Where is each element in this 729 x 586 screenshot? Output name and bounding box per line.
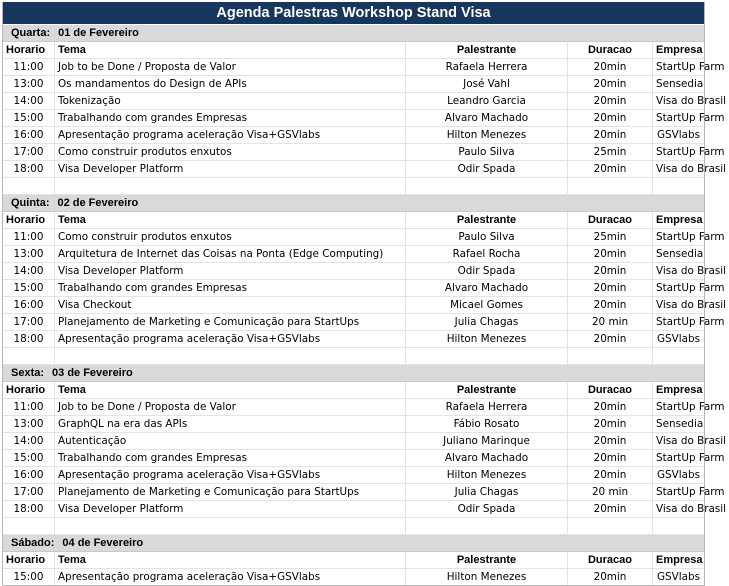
cell-duracao: 20min (568, 467, 653, 483)
column-header-row (3, 382, 704, 399)
cell-tema: Visa Developer Platform (55, 263, 406, 279)
cell-horario: 13:00 (3, 416, 55, 432)
cell-empresa: GSVlabs (656, 129, 701, 141)
table-row (3, 229, 725, 246)
cell-palestrante: Paulo Silva (406, 229, 568, 245)
spacer-row (3, 178, 704, 195)
cell-duracao: 20min (568, 399, 653, 415)
cell-duracao: 25min (568, 229, 653, 245)
column-header-palestrante: Palestrante (406, 382, 568, 398)
table-row (3, 314, 725, 331)
spacer-cell (55, 348, 406, 364)
day-name: Sábado: (11, 537, 55, 549)
spacer-cell (568, 178, 653, 194)
spacer-row (3, 348, 704, 365)
cell-palestrante: Hilton Menezes (406, 467, 568, 483)
column-header-row (3, 552, 704, 569)
column-header-duracao: Duracao (568, 552, 653, 568)
column-header-horario: Horario (3, 42, 55, 58)
cell-tema: Job to be Done / Proposta de Valor (55, 399, 406, 415)
cell-horario: 11:00 (3, 59, 55, 75)
column-header-tema: Tema (55, 382, 406, 398)
table-row (3, 127, 704, 144)
day-date: 04 de Fevereiro (62, 537, 144, 549)
spacer-cell (568, 348, 653, 364)
table-row (3, 246, 704, 263)
cell-palestrante: Juliano Marinque (406, 433, 568, 449)
cell-tema: Tokenização (55, 93, 406, 109)
table-row (3, 399, 725, 416)
cell-tema: Visa Checkout (55, 297, 406, 313)
cell-tema: Os mandamentos do Design de APIs (55, 76, 406, 92)
cell-horario: 14:00 (3, 93, 55, 109)
cell-duracao: 20min (568, 93, 653, 109)
cell-palestrante: Odir Spada (406, 263, 568, 279)
cell-tema: Apresentação programa aceleração Visa+GSVlabs (55, 331, 406, 347)
column-header-empresa: Empresa (656, 384, 703, 396)
cell-palestrante: Paulo Silva (406, 144, 568, 160)
cell-empresa: Sensedia (656, 78, 704, 90)
cell-tema: Apresentação programa aceleração Visa+GSVlabs (55, 467, 406, 483)
cell-horario: 14:00 (3, 263, 55, 279)
spacer-cell (3, 348, 55, 364)
cell-palestrante: Odir Spada (406, 501, 568, 517)
cell-tema: Trabalhando com grandes Empresas (55, 450, 406, 466)
column-header-tema: Tema (55, 42, 406, 58)
cell-tema: Trabalhando com grandes Empresas (55, 280, 406, 296)
cell-duracao: 20min (568, 416, 653, 432)
cell-duracao: 20min (568, 246, 653, 262)
cell-palestrante: Hilton Menezes (406, 569, 568, 585)
cell-palestrante: Julia Chagas (406, 484, 568, 500)
spacer-cell (55, 518, 406, 534)
cell-duracao: 20min (568, 297, 653, 313)
cell-duracao: 20min (568, 501, 653, 517)
cell-empresa: StartUp Farm (656, 282, 725, 294)
table-row (3, 331, 704, 348)
cell-horario: 13:00 (3, 246, 55, 262)
cell-horario: 18:00 (3, 331, 55, 347)
cell-tema: Planejamento de Marketing e Comunicação para StartUps (55, 314, 406, 330)
spacer-row (3, 518, 704, 535)
cell-horario: 16:00 (3, 467, 55, 483)
table-row (3, 144, 725, 161)
cell-tema: Como construir produtos enxutos (55, 229, 406, 245)
cell-duracao: 20min (568, 450, 653, 466)
column-header-tema: Tema (55, 212, 406, 228)
spacer-cell (406, 518, 568, 534)
cell-horario: 17:00 (3, 314, 55, 330)
cell-palestrante: José Vahl (406, 76, 568, 92)
cell-palestrante: Odir Spada (406, 161, 568, 177)
cell-palestrante: Julia Chagas (406, 314, 568, 330)
cell-duracao: 20min (568, 433, 653, 449)
spacer-cell (653, 348, 704, 364)
cell-palestrante: Micael Gomes (406, 297, 568, 313)
cell-empresa: StartUp Farm (656, 112, 725, 124)
cell-horario: 11:00 (3, 399, 55, 415)
table-row (3, 161, 727, 178)
cell-duracao: 20min (568, 161, 653, 177)
spacer-cell (406, 348, 568, 364)
cell-empresa: Visa do Brasil (656, 435, 727, 447)
cell-duracao: 20min (568, 569, 653, 585)
cell-palestrante: Alvaro Machado (406, 450, 568, 466)
column-header-empresa: Empresa (656, 214, 703, 226)
agenda-sheet (2, 2, 727, 586)
day-header (3, 365, 704, 382)
cell-horario: 17:00 (3, 484, 55, 500)
day-name: Quinta: (11, 197, 50, 209)
cell-empresa: Visa do Brasil (656, 503, 727, 515)
column-header-horario: Horario (3, 382, 55, 398)
column-header-tema: Tema (55, 552, 406, 568)
cell-palestrante: Rafaela Herrera (406, 59, 568, 75)
cell-horario: 15:00 (3, 569, 55, 585)
table-row (3, 93, 727, 110)
column-header-empresa: Empresa (656, 44, 703, 56)
spacer-cell (55, 178, 406, 194)
cell-empresa: Sensedia (656, 248, 704, 260)
cell-palestrante: Fábio Rosato (406, 416, 568, 432)
cell-duracao: 20min (568, 331, 653, 347)
cell-tema: Visa Developer Platform (55, 501, 406, 517)
cell-palestrante: Alvaro Machado (406, 110, 568, 126)
cell-horario: 15:00 (3, 450, 55, 466)
cell-horario: 16:00 (3, 127, 55, 143)
column-header-duracao: Duracao (568, 212, 653, 228)
day-date: 02 de Fevereiro (57, 197, 139, 209)
cell-horario: 15:00 (3, 280, 55, 296)
cell-duracao: 20min (568, 59, 653, 75)
cell-palestrante: Leandro Garcia (406, 93, 568, 109)
cell-duracao: 20 min (568, 484, 653, 500)
cell-horario: 15:00 (3, 110, 55, 126)
cell-horario: 17:00 (3, 144, 55, 160)
cell-tema: Autenticação (55, 433, 406, 449)
cell-duracao: 20min (568, 76, 653, 92)
cell-tema: Apresentação programa aceleração Visa+GSVlabs (55, 127, 406, 143)
spacer-cell (406, 178, 568, 194)
cell-empresa: GSVlabs (656, 571, 701, 583)
agenda-body (3, 25, 727, 586)
day-header (3, 195, 704, 212)
cell-empresa: StartUp Farm (656, 61, 725, 73)
column-header-palestrante: Palestrante (406, 42, 568, 58)
table-row (3, 110, 725, 127)
column-header-palestrante: Palestrante (406, 212, 568, 228)
cell-horario: 16:00 (3, 297, 55, 313)
day-header (3, 535, 704, 552)
cell-empresa: StartUp Farm (656, 452, 725, 464)
day-name: Sexta: (11, 367, 45, 379)
cell-empresa: StartUp Farm (656, 316, 725, 328)
cell-empresa: GSVlabs (656, 469, 701, 481)
cell-empresa: Visa do Brasil (656, 95, 727, 107)
table-row (3, 59, 725, 76)
day-name: Quarta: (11, 27, 51, 39)
table-row (3, 569, 704, 586)
cell-empresa: Visa do Brasil (656, 265, 727, 277)
column-header-duracao: Duracao (568, 42, 653, 58)
cell-horario: 13:00 (3, 76, 55, 92)
day-date: 01 de Fevereiro (58, 27, 139, 39)
cell-empresa: StartUp Farm (656, 146, 725, 158)
table-row (3, 76, 704, 93)
cell-empresa: Sensedia (656, 418, 704, 430)
spacer-cell (653, 518, 704, 534)
table-row (3, 433, 727, 450)
cell-palestrante: Rafael Rocha (406, 246, 568, 262)
cell-tema: Arquitetura de Internet das Coisas na Ponta (Edge Computing) (55, 246, 406, 262)
cell-tema: Visa Developer Platform (55, 161, 406, 177)
table-row (3, 297, 727, 314)
cell-duracao: 25min (568, 144, 653, 160)
column-header-horario: Horario (3, 552, 55, 568)
table-row (3, 467, 704, 484)
cell-palestrante: Hilton Menezes (406, 127, 568, 143)
column-header-row (3, 212, 704, 229)
table-row (3, 263, 727, 280)
cell-tema: Apresentação programa aceleração Visa+GSVlabs (55, 569, 406, 585)
cell-empresa: Visa do Brasil (656, 163, 727, 175)
cell-empresa: GSVlabs (656, 333, 701, 345)
column-header-palestrante: Palestrante (406, 552, 568, 568)
cell-empresa: StartUp Farm (656, 401, 725, 413)
cell-horario: 18:00 (3, 501, 55, 517)
cell-tema: Job to be Done / Proposta de Valor (55, 59, 406, 75)
spacer-cell (568, 518, 653, 534)
cell-horario: 14:00 (3, 433, 55, 449)
cell-tema: GraphQL na era das APIs (55, 416, 406, 432)
cell-palestrante: Alvaro Machado (406, 280, 568, 296)
cell-duracao: 20min (568, 110, 653, 126)
column-header-duracao: Duracao (568, 382, 653, 398)
column-header-row (3, 42, 704, 59)
cell-horario: 18:00 (3, 161, 55, 177)
table-row (3, 450, 725, 467)
table-row (3, 501, 727, 518)
cell-palestrante: Hilton Menezes (406, 331, 568, 347)
cell-tema: Trabalhando com grandes Empresas (55, 110, 406, 126)
table-row (3, 484, 725, 501)
cell-duracao: 20min (568, 263, 653, 279)
sheet-title: Agenda Palestras Workshop Stand Visa (3, 2, 704, 25)
column-header-horario: Horario (3, 212, 55, 228)
cell-duracao: 20min (568, 127, 653, 143)
column-header-empresa: Empresa (656, 554, 703, 566)
cell-duracao: 20min (568, 280, 653, 296)
cell-empresa: Visa do Brasil (656, 299, 727, 311)
spacer-cell (3, 518, 55, 534)
table-row (3, 280, 725, 297)
cell-palestrante: Rafaela Herrera (406, 399, 568, 415)
cell-duracao: 20 min (568, 314, 653, 330)
spacer-cell (653, 178, 704, 194)
cell-tema: Planejamento de Marketing e Comunicação para StartUps (55, 484, 406, 500)
day-date: 03 de Fevereiro (52, 367, 133, 379)
cell-empresa: StartUp Farm (656, 231, 725, 243)
cell-empresa: StartUp Farm (656, 486, 725, 498)
cell-tema: Como construir produtos enxutos (55, 144, 406, 160)
cell-horario: 11:00 (3, 229, 55, 245)
table-row (3, 416, 704, 433)
day-header (3, 25, 704, 42)
spacer-cell (3, 178, 55, 194)
